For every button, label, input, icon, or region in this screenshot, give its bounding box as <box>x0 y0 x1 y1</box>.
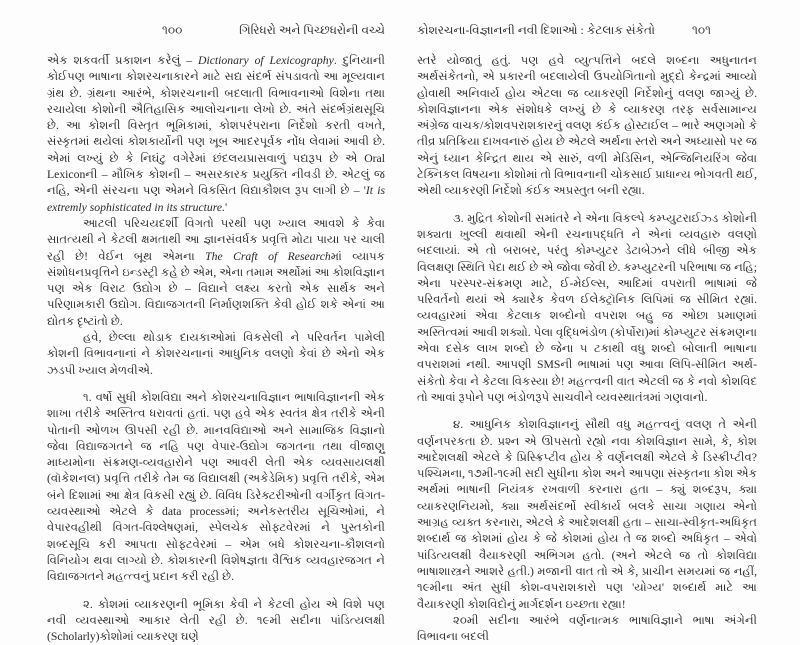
paragraph: ૧. વર્ષો સુધી કોશવિદ્યા અને કોશરચનાવિજ્ઞાન ભાષાવિજ્ઞાનની એક શાખા તરીકે અસ્તિત્વ ધરાવતાં હતાં. પણ હવે એક સ્વતંત્ર ક્ષેત્ર તરીકે એની પોતાની ઓળખ ઊપસી રહી છે. માનવવિદ્યાઓ અને સામાજિક વિજ્ઞાનો જેવા વિદ્યાજગતને જ નહિ પણ વેપાર-ઉદ્યોગ જગતના તથા વીજાણુ માધ્યમોના સંક્રમણ-વ્યવહારોને પણ આવરી લેતી એક વ્યવસાયલક્ષી (વૉકેશનલ) પ્રવૃત્તિ તરીકે તેમ જ વિદ્યાલક્ષી (અકેડેમિક) પ્રવૃત્તિ તરીકે, એમ બંને દિશામાં આ ક્ષેત્ર વિકસી રહ્યું છે. વિવિધ ડિરેક્ટરીઓની વર્ગીકૃત વિગત-વ્યવસ્થાઓ એટલે કે data processમાં; અનેકસ્તરીય સૂચિઓમાં, ને વેપારવહીથી વિગત-વિશ્લેષણમાં, સ્પેલચેક સોફ્ટવેરમાં ને પુસ્તકોની શબ્દસૂચિ કરી આપતા સોફ્ટવેરમાં – એમ બધે કોશરચના-કૌશલનો વિનિયોગ થવા લાગ્યો છે. કોશકારની વિશેષજ્ઞતા વૈશ્વિક વ્યવહારજગત ને વિદ્યાજગતને મહત્ત્વનું પ્રદાન કરી રહી છે. <box>47 390 385 586</box>
paragraph: ૩. મુદ્રિત કોશોની સમાંતરે ને એના વિકલ્પે કમ્પ્યુટરાઈઝ્ડ કોશોની શક્યતા ખુલ્લી થવાથી એની રચનાપદ્ધતિ ને એનાં વ્યવહારુ વલણો બદલાયાં. એ તો બરાબર, પરંતુ કોમ્પ્યુટર ડેટાબેઝને લીધે બીજી એક વિલક્ષણ સ્થિતિ પેદા થઈ છે એ જોવા જેવી છે. કમ્પ્યુટરની પરિભાષા જ નહિ; એના પરસ્પર-સંક્રમણ માટે, ઈ-મેઈલ્સ, આદિમાં વપરાતી ભાષામાં જે પરિવર્તનો થયાં એ ક્યારેક કેવળ ઈલેક્ટ્રૉનિક લિપિમાં જ સીમિત રહ્યાં. વ્યવહારમાં એવા કેટલાક શબ્દોનો વપરાશ બહુ જ ઓછા પ્રમાણમાં અસ્તિત્વમાં આવી શક્યો. પેલા વૃદ્ધિભંડોળ (કોર્પોરા)માં કોમ્પ્યુટર સંક્રમણના એવા દસેક લાખ શબ્દો છે જેના ૫ ટકાથી વધુ શબ્દો બોલાતી ભાષાના વપરાશમાં નથી. આપણી SMSની ભાષામાં પણ આવા લિપિ-સીમિત અર્થ-સંકેતો કેવા ને કેટલા વિકસ્યા છે! મહત્ત્વની વાત એટલી જ કે નવો કોશવિદ તો આવાં રૂપોને પણ ભંડોળરૂપે સાચવીને વ્યવસ્થાતંત્રમાં ગણવાનો. <box>417 211 757 407</box>
page-left-header <box>47 22 385 38</box>
paragraph: એક શકવર્તી પ્રકાશન કરેલું – Dictionary of Lexicography. દુનિયાની કોઈપણ ભાષાના કોશરચનાકારને માટે સદ્ય સંદર્ભ સંપડાવતો આ મૂલ્યવાન ગ્રંથ છે. ગ્રંથના આરંભે, કોશરચનાની બદલાતી વિભાવનાઓ વિશેના તથા રચાયેલા કોશોની ઐતિહાસિક આલોચનાના લેખો છે. અંતે સંદર્ભગ્રંથસૂચિ છે. આ કોશની વિસ્તૃત ભૂમિકામાં, કોશપરંપરાના નિર્દેશો કરતી વખતે, સંસ્કૃતમાં થયેલાં કોશકાર્યોની પણ ખૂબ આદરપૂર્વક નોંધ લેવામાં આવી છે. એમાં લખ્યું છે કે નિઘંટુ વગેરેમાં છંદલયપ્રાસવાળું પદ્યરૂપ છે એ Oral Lexiconની – મૌખિક કોશની – અસરકારક પ્રયુક્તિ નીવડી છે. એટલું જ નહિ, એની સંરચના પણ એમને વિકસિત વિદ્યાકૌશલ રૂપ લાગી છે – 'It is extremly sophisticated in its structure.' <box>47 53 385 216</box>
paragraph: આટલી પરિચયદર્શી વિગતો પરથી પણ ખ્યાલ આવશે કે કેવા સાતત્યથી ને કેટલી ક્ષમતાથી આ જ્ઞાનસંવર્ધક પ્રવૃત્તિ મોટા પાયા પર ચાલી રહી છે! વેઈન બૂથ એમના The Craft of Researchમાં વ્યાપક સંશોધનપ્રવૃત્તિને ઇન્ડસ્ટ્રી કહે છે એમ, એના તમામ અર્થોમાં આ કોશવિજ્ઞાન પણ એક વિરાટ ઉદ્યોગ છે – વિદ્યાને લક્ષ્ય કરતો એક સાર્થક અને પરિણામકારી ઉદ્યોગ. વિદ્યાજગતની નિર્માણશક્તિ કેવી હોઈ શકે એનાં આ દ્યોતક દૃષ્ટાંતો છે. <box>47 216 385 330</box>
page-left-body <box>47 53 385 645</box>
running-header-right: કોશરચના-વિજ્ઞાનની નવી દિશાઓ : કેટલાક સંકેતો <box>417 22 655 38</box>
page-right <box>417 22 757 645</box>
paragraph: હવે, છેલ્લા થોડાક દાયકાઓમાં વિકસેલી ને પરિવર્તન પામેલી કોશની વિભાવનાનાં ને કોશરચનાનાં આધુનિક વલણો કેવાં છે એનો એક ઝડપી ખ્યાલ મેળવીએ. <box>47 330 385 379</box>
page-left <box>47 22 385 645</box>
paragraph: સ્તરે યોજાતું હતું. પણ હવે વ્યુત્પત્તિને બદલે શબ્દના અધુનાતન અર્થસંકેતનો, એ પ્રકારની બદલાયેલી ઉપયોગિતાનો મુદ્દો કેન્દ્રમાં આવ્યો હોવાથી અનિવાર્ય હોય એટલા જ વ્યાકરણી નિર્દેશોનું વલણ જાગ્યું છે. કોશવિજ્ઞાનના એક સંશોધકે લખ્યું છે કે વ્યાકરણ તરફ સર્વસામાન્ય અંગ્રેજ વાચક/કોશવપરાશકારનું વલણ કંઈક હોસ્ટાઈલ – ભારે અણગમો કે તીવ્ર પ્રતિક્રિયા દાખવનારું હોય છે એટલે અર્થના સ્તરો અને અધ્યાસો પર જ એનું ધ્યાન કેન્દ્રિત થાય એ સારું, વળી મેડિસિન, એન્જિનિયરિંગ જેવા ટેક્નિકલ વિષયના કોશોમાં તો વિભાવનાની ચોકસાઈ પ્રાધાન્ય ભોગવતી થઈ, એથી વ્યાકરણી નિર્દેશો કંઈક અપ્રસ્તુત બની રહ્યા. <box>417 53 757 200</box>
page-right-body <box>417 53 757 645</box>
running-header-left: ગિરિધરો અને પિચ્છધરોની વચ્ચે <box>239 22 385 38</box>
paragraph: ૨૦મી સદીના આરંભે વર્ણનાત્મક ભાષાવિજ્ઞાને ભાષા અંગેની વિભાવના બદલી <box>417 613 757 645</box>
page-number-right: ૧૦૧ <box>692 22 711 38</box>
page-right-header <box>417 22 757 38</box>
page-number-left: ૧૦૦ <box>162 22 182 38</box>
paragraph: ૨. કોશમાં વ્યાકરણની ભૂમિકા કેવી ને કેટલી હોય એ વિશે પણ નવી વ્યવસ્થાઓ આકાર લેતી રહી છે. ૧૯મી સદીના પાંડિત્યલક્ષી (Scholarly)કોશોમાં વ્યાકરણ ઘણે <box>47 597 385 645</box>
paragraph: ૪. આધુનિક કોશવિજ્ઞાનનું સૌથી વધુ મહત્ત્વનું વલણ તે એની વર્ણનપરકતા છે. પ્રશ્ન એ ઊપસતો રહ્યો નવા કોશવિજ્ઞાન સામે, કે, કોશ આદેશલક્ષી એટલે કે પ્રિસ્ક્રિપ્ટીવ હોય કે વર્ણનલક્ષી એટલે કે ડિસ્ક્રીપ્ટીવ? પશ્ચિમના, ૧૭મી-૧૯મી સદી સુધીના કોશ અને આપણા સંસ્કૃતના કોશ એક અર્થમાં ભાષાની નિયંત્રક રખવાળી કરનારા હતા – ક્યું શબ્દરૂપ, ક્યા વ્યાકરણનિયમો, ક્યા અર્થસંદર્ભો સ્વીકાર્ય બલકે સાચા ગણાય એનો આગ્રહ વ્યક્ત કરનારા, એટલે કે આદેશલક્ષી હતા – સાચા-સ્વીકૃત-અધિકૃત શબ્દાર્થ જ કોશમાં હોય કે જે કોશમાં હોય તે જ શબ્દો અધિકૃત – એવો પાંડિત્યલક્ષી વૈયાકરણી અભિગમ હતો. (અને એટલે જ તો કોશવિદ્યા ભાષાશાસ્ત્રને આશરે હતી.) મજાની વાત તો એ કે, પ્રાચીન સમયમાં જ નહીં, ૧૯મીના અંત સુધી કોશ-વપરાશકારો પણ 'યોગ્ય' શબ્દાર્થ માટે આ વૈયાકરણી કોશવિદોનું માર્ગદર્શન ઇચ્છતા રહ્યા! <box>417 417 757 613</box>
